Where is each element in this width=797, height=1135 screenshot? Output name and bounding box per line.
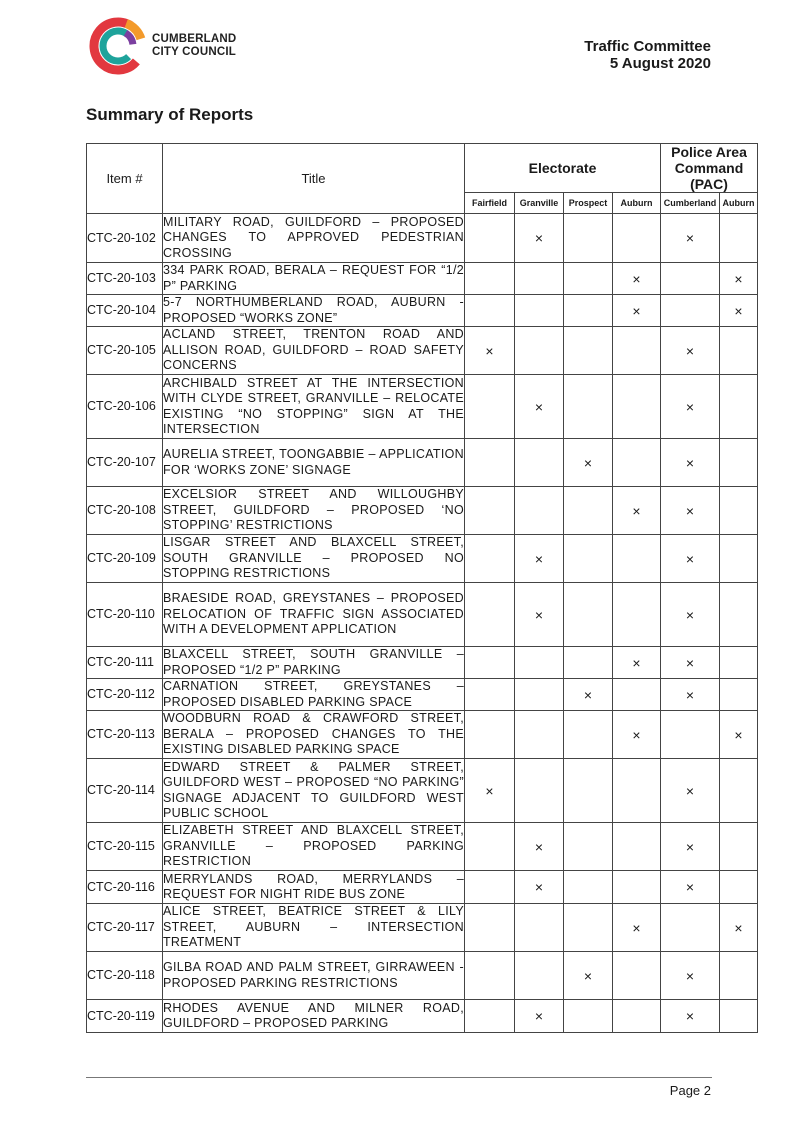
mark-cell-cumberland-pac	[661, 823, 720, 871]
mark-cell-auburn-pac	[720, 439, 758, 487]
mark-cell-prospect	[564, 1000, 613, 1033]
table-row	[87, 583, 758, 647]
mark-cell-fairfield	[465, 214, 515, 263]
report-title: GILBA ROAD AND PALM STREET, GIRRAWEEN - PROPOSED PARKING RESTRICTIONS	[163, 952, 465, 1000]
meeting-date: 5 August 2020	[609, 55, 711, 72]
mark-cell-granville	[515, 711, 564, 759]
item-number: CTC-20-111	[87, 647, 163, 679]
cross-mark-icon: ×	[685, 454, 695, 471]
mark-cell-granville	[515, 823, 564, 871]
mark-cell-granville	[515, 759, 564, 823]
cross-mark-icon: ×	[685, 879, 695, 895]
mark-cell-prospect	[564, 823, 613, 871]
item-number: CTC-20-117	[87, 904, 163, 952]
report-rows	[87, 214, 758, 1033]
cross-mark-icon: ×	[534, 398, 544, 415]
mark-cell-auburn-pac	[720, 263, 758, 295]
table-row	[87, 439, 758, 487]
mark-cell-granville	[515, 375, 564, 439]
mark-cell-prospect	[564, 214, 613, 263]
mark-cell-fairfield	[465, 535, 515, 583]
mark-cell-auburn-electorate	[613, 759, 661, 823]
mark-cell-auburn-electorate	[613, 327, 661, 375]
item-number: CTC-20-113	[87, 711, 163, 759]
report-title: 334 PARK ROAD, BERALA – REQUEST FOR “1/2 P” PARKING	[163, 263, 464, 293]
mark-cell-auburn-electorate	[613, 679, 661, 711]
mark-cell-fairfield	[465, 759, 515, 823]
report-title: ELIZABETH STREET AND BLAXCELL STREET, GRANVILLE – PROPOSED PARKING RESTRICTION	[163, 823, 465, 871]
mark-cell-prospect	[564, 583, 613, 647]
mark-cell-cumberland-pac	[661, 647, 720, 679]
mark-cell-auburn-pac	[720, 679, 758, 711]
mark-cell-auburn-pac	[720, 487, 758, 535]
report-title: EDWARD STREET & PALMER STREET, GUILDFORD WEST – PROPOSED “NO PARKING” SIGNAGE ADJACENT TO GUILDFORD WEST PUBLIC SCHOOL	[163, 759, 465, 823]
mark-cell-auburn-electorate	[613, 535, 661, 583]
cumberland-logo-icon	[88, 16, 148, 76]
org-name-line1: CUMBERLAND	[152, 33, 237, 45]
mark-cell-auburn-pac	[720, 823, 758, 871]
report-title: RHODES AVENUE AND MILNER ROAD, GUILDFORD – PROPOSED PARKING	[163, 1000, 465, 1033]
cross-mark-icon: ×	[534, 606, 544, 623]
mark-cell-granville	[515, 904, 564, 952]
mark-cell-prospect	[564, 647, 613, 679]
item-number: CTC-20-109	[87, 535, 163, 583]
cross-mark-icon: ×	[583, 967, 593, 984]
mark-cell-fairfield	[465, 647, 515, 679]
cross-mark-icon: ×	[734, 726, 743, 743]
mark-cell-fairfield	[465, 904, 515, 952]
mark-cell-granville	[515, 263, 564, 295]
table-row	[87, 263, 758, 295]
item-number: CTC-20-114	[87, 759, 163, 823]
mark-cell-auburn-electorate	[613, 375, 661, 439]
mark-cell-prospect	[564, 711, 613, 759]
mark-cell-fairfield	[465, 583, 515, 647]
table-row	[87, 823, 758, 871]
mark-cell-auburn-electorate	[613, 295, 661, 327]
cross-mark-icon: ×	[485, 782, 494, 799]
mark-cell-auburn-electorate	[613, 263, 661, 295]
table-row	[87, 904, 758, 952]
page-number: Page 2	[669, 1083, 711, 1098]
item-number: CTC-20-118	[87, 952, 163, 1000]
table-row	[87, 535, 758, 583]
cross-mark-icon: ×	[632, 726, 641, 743]
mark-cell-granville	[515, 327, 564, 375]
mark-cell-prospect	[564, 759, 613, 823]
mark-cell-fairfield	[465, 711, 515, 759]
column-header-pac: Police Area Command (PAC)	[661, 144, 758, 193]
table-row	[87, 679, 758, 711]
org-name-line2: CITY COUNCIL	[152, 46, 236, 58]
mark-cell-auburn-pac	[720, 871, 758, 904]
mark-cell-auburn-electorate	[613, 647, 661, 679]
mark-cell-prospect	[564, 295, 613, 327]
cross-mark-icon: ×	[685, 550, 695, 567]
cross-mark-icon: ×	[734, 302, 743, 319]
mark-cell-granville	[515, 952, 564, 1000]
mark-cell-prospect	[564, 487, 613, 535]
item-number: CTC-20-112	[87, 679, 163, 711]
item-number: CTC-20-110	[87, 583, 163, 647]
column-header-title: Title	[163, 144, 465, 214]
cross-mark-icon: ×	[534, 838, 544, 855]
item-number: CTC-20-116	[87, 871, 163, 904]
mark-cell-cumberland-pac	[661, 904, 720, 952]
mark-cell-auburn-pac	[720, 904, 758, 952]
mark-cell-auburn-electorate	[613, 439, 661, 487]
section-title: Summary of Reports	[86, 105, 254, 124]
cross-mark-icon: ×	[685, 654, 695, 671]
report-title: CARNATION STREET, GREYSTANES – PROPOSED DISABLED PARKING SPACE	[163, 679, 464, 709]
mark-cell-cumberland-pac	[661, 295, 720, 327]
cross-mark-icon: ×	[685, 838, 695, 855]
report-title: BRAESIDE ROAD, GREYSTANES – PROPOSED RELOCATION OF TRAFFIC SIGN ASSOCIATED WITH A DEVELOPMENT APPLICATION	[163, 583, 465, 647]
organization-name	[152, 33, 236, 59]
cross-mark-icon: ×	[685, 398, 695, 415]
item-number: CTC-20-105	[87, 327, 163, 375]
mark-cell-granville	[515, 583, 564, 647]
item-number: CTC-20-104	[87, 295, 163, 327]
report-title: AURELIA STREET, TOONGABBIE – APPLICATION FOR ‘WORKS ZONE’ SIGNAGE	[163, 439, 465, 487]
cross-mark-icon: ×	[685, 1008, 695, 1024]
footer-divider	[86, 1077, 712, 1078]
cross-mark-icon: ×	[632, 654, 641, 671]
mark-cell-prospect	[564, 327, 613, 375]
table-row	[87, 871, 758, 904]
table-row	[87, 759, 758, 823]
cross-mark-icon: ×	[534, 230, 544, 246]
mark-cell-auburn-pac	[720, 583, 758, 647]
report-title: LISGAR STREET AND BLAXCELL STREET, SOUTH GRANVILLE – PROPOSED NO STOPPING RESTRICTIONS	[163, 535, 465, 583]
summary-table	[86, 143, 758, 1033]
report-title: MILITARY ROAD, GUILDFORD – PROPOSED CHANGES TO APPROVED PEDESTRIAN CROSSING	[163, 214, 465, 263]
table-row	[87, 375, 758, 439]
mark-cell-prospect	[564, 439, 613, 487]
mark-cell-cumberland-pac	[661, 327, 720, 375]
mark-cell-cumberland-pac	[661, 263, 720, 295]
document-header	[584, 38, 711, 72]
mark-cell-fairfield	[465, 823, 515, 871]
mark-cell-auburn-electorate	[613, 952, 661, 1000]
committee-name: Traffic Committee	[584, 38, 711, 55]
column-header-auburn-pac: Auburn	[720, 193, 758, 214]
mark-cell-fairfield	[465, 871, 515, 904]
mark-cell-cumberland-pac	[661, 487, 720, 535]
table-row	[87, 214, 758, 263]
cross-mark-icon: ×	[685, 230, 695, 246]
mark-cell-auburn-pac	[720, 327, 758, 375]
mark-cell-fairfield	[465, 263, 515, 295]
column-header-prospect: Prospect	[564, 193, 613, 214]
mark-cell-cumberland-pac	[661, 871, 720, 904]
mark-cell-cumberland-pac	[661, 679, 720, 711]
column-header-electorate: Electorate	[465, 144, 661, 193]
mark-cell-cumberland-pac	[661, 375, 720, 439]
mark-cell-granville	[515, 1000, 564, 1033]
mark-cell-granville	[515, 214, 564, 263]
mark-cell-auburn-electorate	[613, 487, 661, 535]
mark-cell-prospect	[564, 679, 613, 711]
mark-cell-auburn-pac	[720, 647, 758, 679]
mark-cell-auburn-electorate	[613, 871, 661, 904]
cross-mark-icon: ×	[632, 919, 641, 936]
mark-cell-auburn-electorate	[613, 214, 661, 263]
cross-mark-icon: ×	[685, 342, 695, 359]
mark-cell-prospect	[564, 375, 613, 439]
column-header-granville: Granville	[515, 193, 564, 214]
mark-cell-prospect	[564, 871, 613, 904]
mark-cell-auburn-electorate	[613, 1000, 661, 1033]
cross-mark-icon: ×	[632, 270, 641, 287]
mark-cell-granville	[515, 487, 564, 535]
mark-cell-auburn-pac	[720, 295, 758, 327]
item-number: CTC-20-119	[87, 1000, 163, 1033]
mark-cell-cumberland-pac	[661, 1000, 720, 1033]
mark-cell-granville	[515, 679, 564, 711]
cross-mark-icon: ×	[734, 270, 743, 287]
mark-cell-cumberland-pac	[661, 439, 720, 487]
mark-cell-auburn-pac	[720, 711, 758, 759]
table-row	[87, 1000, 758, 1033]
table-row	[87, 327, 758, 375]
report-title: MERRYLANDS ROAD, MERRYLANDS – REQUEST FOR NIGHT RIDE BUS ZONE	[163, 871, 465, 904]
column-header-item: Item #	[87, 144, 163, 214]
cross-mark-icon: ×	[685, 782, 695, 799]
item-number: CTC-20-103	[87, 263, 163, 295]
cross-mark-icon: ×	[632, 502, 641, 519]
mark-cell-prospect	[564, 535, 613, 583]
mark-cell-cumberland-pac	[661, 583, 720, 647]
mark-cell-cumberland-pac	[661, 711, 720, 759]
mark-cell-prospect	[564, 263, 613, 295]
mark-cell-fairfield	[465, 295, 515, 327]
mark-cell-fairfield	[465, 439, 515, 487]
table-row	[87, 487, 758, 535]
cross-mark-icon: ×	[485, 342, 494, 359]
report-title: EXCELSIOR STREET AND WILLOUGHBY STREET, GUILDFORD – PROPOSED ‘NO STOPPING’ RESTRICTIONS	[163, 487, 465, 535]
cross-mark-icon: ×	[685, 502, 695, 519]
report-title: 5-7 NORTHUMBERLAND ROAD, AUBURN - PROPOSED “WORKS ZONE”	[163, 295, 464, 325]
mark-cell-granville	[515, 439, 564, 487]
mark-cell-fairfield	[465, 375, 515, 439]
column-header-auburn-electorate: Auburn	[613, 193, 661, 214]
mark-cell-fairfield	[465, 327, 515, 375]
cross-mark-icon: ×	[583, 686, 593, 703]
mark-cell-fairfield	[465, 679, 515, 711]
mark-cell-cumberland-pac	[661, 759, 720, 823]
table-row	[87, 647, 758, 679]
mark-cell-granville	[515, 295, 564, 327]
mark-cell-granville	[515, 871, 564, 904]
item-number: CTC-20-106	[87, 375, 163, 439]
mark-cell-auburn-electorate	[613, 711, 661, 759]
cross-mark-icon: ×	[685, 686, 695, 703]
mark-cell-granville	[515, 535, 564, 583]
mark-cell-auburn-pac	[720, 535, 758, 583]
table-row	[87, 711, 758, 759]
cross-mark-icon: ×	[534, 1008, 544, 1024]
report-title: ARCHIBALD STREET AT THE INTERSECTION WITH CLYDE STREET, GRANVILLE – RELOCATE EXISTING “NO STOPPING” SIGN AT THE INTERSECTION	[163, 375, 465, 439]
mark-cell-auburn-pac	[720, 759, 758, 823]
cross-mark-icon: ×	[685, 967, 695, 984]
mark-cell-fairfield	[465, 1000, 515, 1033]
report-title: ACLAND STREET, TRENTON ROAD AND ALLISON ROAD, GUILDFORD – ROAD SAFETY CONCERNS	[163, 327, 465, 375]
mark-cell-fairfield	[465, 952, 515, 1000]
mark-cell-granville	[515, 647, 564, 679]
mark-cell-prospect	[564, 904, 613, 952]
mark-cell-auburn-pac	[720, 214, 758, 263]
mark-cell-cumberland-pac	[661, 214, 720, 263]
report-title: WOODBURN ROAD & CRAWFORD STREET, BERALA – PROPOSED CHANGES TO THE EXISTING DISABLED PARKING SPACE	[163, 711, 465, 759]
report-title: BLAXCELL STREET, SOUTH GRANVILLE – PROPOSED “1/2 P” PARKING	[163, 647, 464, 677]
cross-mark-icon: ×	[685, 606, 695, 623]
cross-mark-icon: ×	[583, 454, 593, 471]
mark-cell-auburn-electorate	[613, 583, 661, 647]
mark-cell-auburn-pac	[720, 1000, 758, 1033]
table-row	[87, 952, 758, 1000]
cross-mark-icon: ×	[632, 302, 641, 319]
mark-cell-auburn-electorate	[613, 823, 661, 871]
mark-cell-auburn-pac	[720, 952, 758, 1000]
report-title: ALICE STREET, BEATRICE STREET & LILY STREET, AUBURN – INTERSECTION TREATMENT	[163, 904, 465, 952]
cross-mark-icon: ×	[534, 550, 544, 567]
item-number: CTC-20-102	[87, 214, 163, 263]
column-header-fairfield: Fairfield	[465, 193, 515, 214]
item-number: CTC-20-107	[87, 439, 163, 487]
item-number: CTC-20-115	[87, 823, 163, 871]
mark-cell-cumberland-pac	[661, 535, 720, 583]
cross-mark-icon: ×	[534, 879, 544, 895]
table-row	[87, 295, 758, 327]
item-number: CTC-20-108	[87, 487, 163, 535]
mark-cell-cumberland-pac	[661, 952, 720, 1000]
column-header-cumberland-pac: Cumberland	[661, 193, 720, 214]
mark-cell-auburn-electorate	[613, 904, 661, 952]
mark-cell-auburn-pac	[720, 375, 758, 439]
cross-mark-icon: ×	[734, 919, 743, 936]
mark-cell-prospect	[564, 952, 613, 1000]
mark-cell-fairfield	[465, 487, 515, 535]
